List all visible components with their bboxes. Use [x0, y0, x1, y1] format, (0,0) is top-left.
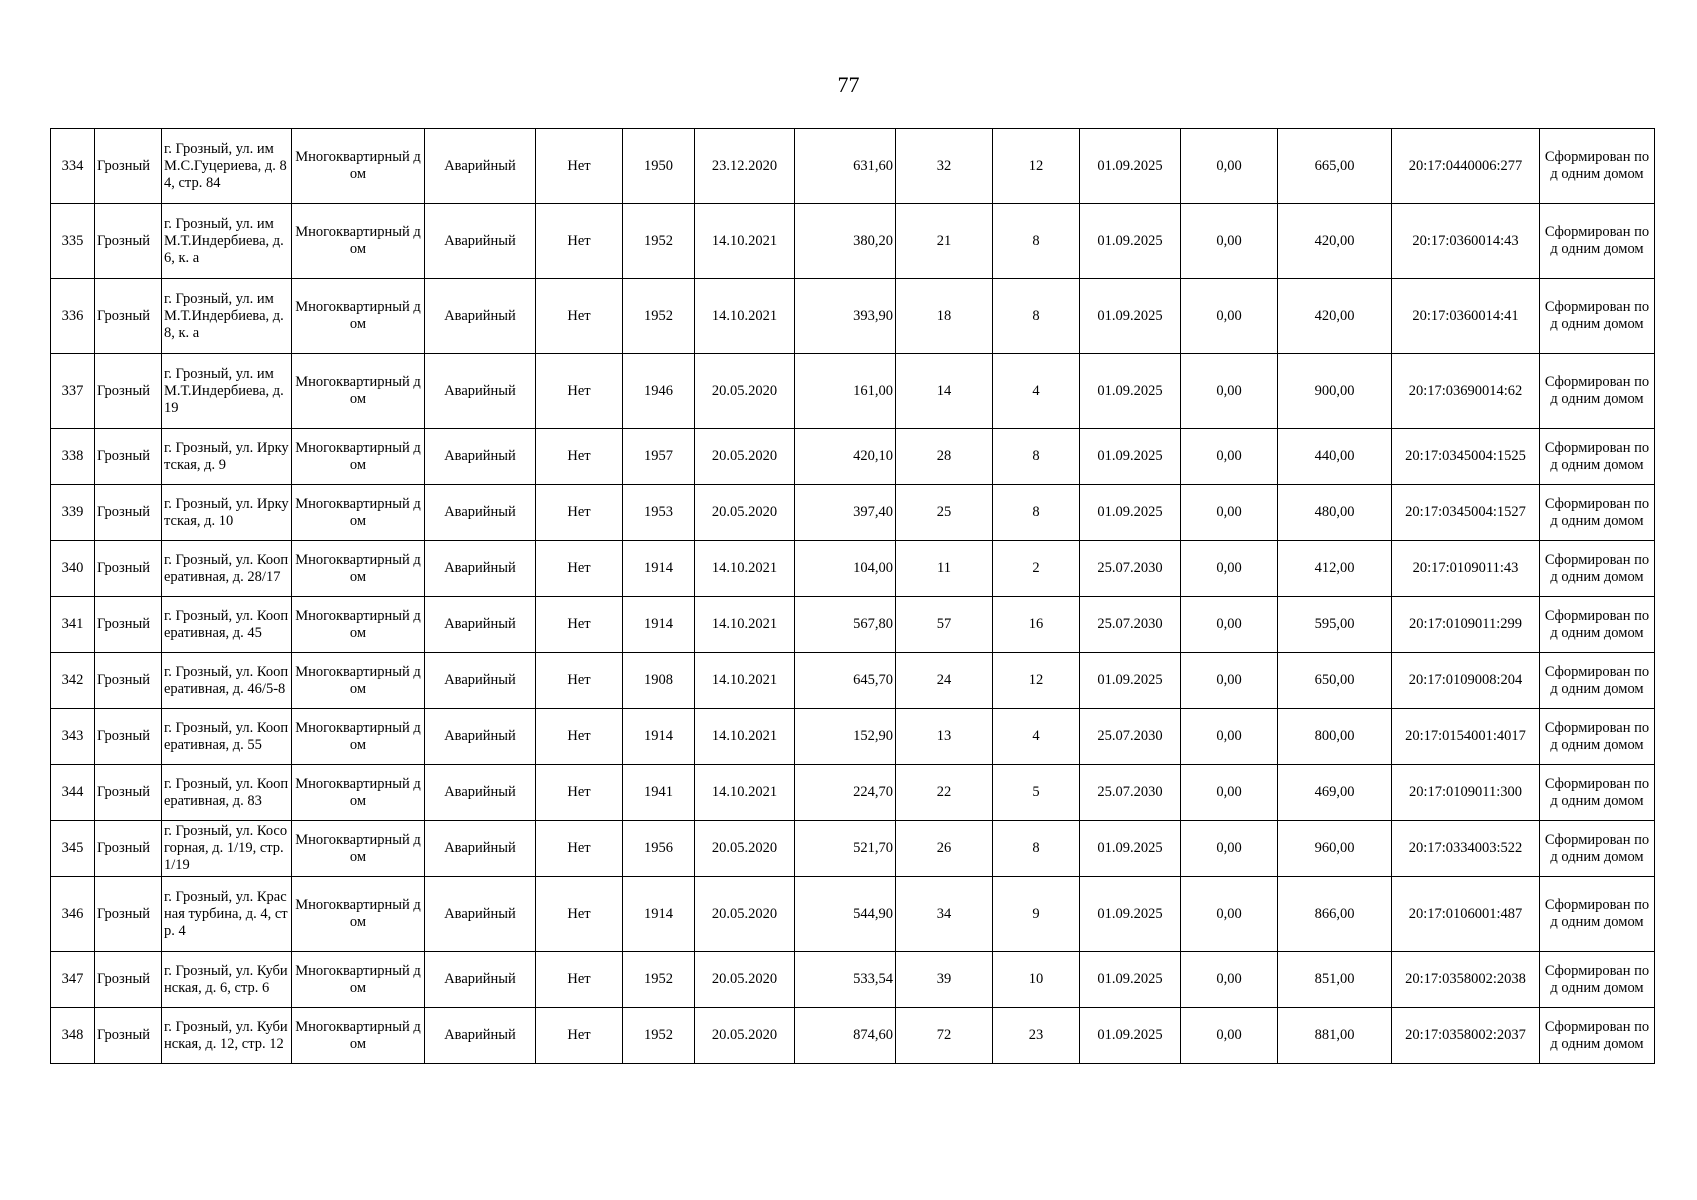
cell-condition: Аварийный [425, 485, 536, 541]
cell-building-type: Многоквартирный дом [292, 541, 425, 597]
cell-address: г. Грозный, ул. им М.Т.Индербиева, д. 19 [162, 354, 292, 429]
cell-value-1: 0,00 [1181, 765, 1278, 821]
table-row [51, 204, 1655, 279]
cell-building-type: Многоквартирный дом [292, 821, 425, 877]
cell-land-note: Сформирован под одним домом [1540, 877, 1655, 952]
cell-value-2: 665,00 [1278, 129, 1392, 204]
cell-value-1: 0,00 [1181, 952, 1278, 1008]
cell-year-built: 1914 [623, 541, 695, 597]
cell-number: 338 [51, 429, 95, 485]
cell-value-2: 960,00 [1278, 821, 1392, 877]
cell-municipality: Грозный [95, 485, 162, 541]
cell-year-built: 1952 [623, 279, 695, 354]
cell-recognition-date: 20.05.2020 [695, 821, 795, 877]
cell-address: г. Грозный, ул. Кубинская, д. 12, стр. 12 [162, 1008, 292, 1064]
cell-flag: Нет [536, 354, 623, 429]
cell-land-note: Сформирован под одним домом [1540, 765, 1655, 821]
cell-building-type: Многоквартирный дом [292, 765, 425, 821]
cell-cadastral-number: 20:17:0358002:2037 [1392, 1008, 1540, 1064]
cell-deadline: 01.09.2025 [1080, 204, 1181, 279]
cell-building-type: Многоквартирный дом [292, 129, 425, 204]
cell-value-1: 0,00 [1181, 485, 1278, 541]
table-row [51, 129, 1655, 204]
cell-condition: Аварийный [425, 354, 536, 429]
cell-year-built: 1946 [623, 354, 695, 429]
cell-address: г. Грозный, ул. им М.Т.Индербиева, д. 6, к. а [162, 204, 292, 279]
table-row [51, 765, 1655, 821]
cell-apartments: 12 [993, 129, 1080, 204]
cell-address: г. Грозный, ул. им М.Т.Индербиева, д. 8, к. а [162, 279, 292, 354]
cell-number: 342 [51, 653, 95, 709]
cell-building-type: Многоквартирный дом [292, 877, 425, 952]
cell-recognition-date: 23.12.2020 [695, 129, 795, 204]
cell-cadastral-number: 20:17:0360014:43 [1392, 204, 1540, 279]
table-row [51, 709, 1655, 765]
cell-deadline: 01.09.2025 [1080, 653, 1181, 709]
cell-building-type: Многоквартирный дом [292, 1008, 425, 1064]
cell-apartments: 8 [993, 821, 1080, 877]
cell-flag: Нет [536, 709, 623, 765]
cell-flag: Нет [536, 952, 623, 1008]
cell-area: 380,20 [795, 204, 896, 279]
cell-value-1: 0,00 [1181, 354, 1278, 429]
cell-recognition-date: 14.10.2021 [695, 541, 795, 597]
cell-flag: Нет [536, 765, 623, 821]
cell-number: 337 [51, 354, 95, 429]
cell-recognition-date: 20.05.2020 [695, 952, 795, 1008]
cell-number: 343 [51, 709, 95, 765]
cell-flag: Нет [536, 485, 623, 541]
cell-value-1: 0,00 [1181, 597, 1278, 653]
cell-land-note: Сформирован под одним домом [1540, 1008, 1655, 1064]
cell-year-built: 1952 [623, 1008, 695, 1064]
cell-cadastral-number: 20:17:0109008:204 [1392, 653, 1540, 709]
cell-address: г. Грозный, ул. Иркутская, д. 9 [162, 429, 292, 485]
cell-area: 152,90 [795, 709, 896, 765]
cell-number: 346 [51, 877, 95, 952]
cell-municipality: Грозный [95, 952, 162, 1008]
housing-registry-table [50, 128, 1655, 1064]
cell-residents: 22 [896, 765, 993, 821]
cell-condition: Аварийный [425, 541, 536, 597]
cell-address: г. Грозный, ул. Кубинская, д. 6, стр. 6 [162, 952, 292, 1008]
cell-building-type: Многоквартирный дом [292, 204, 425, 279]
cell-address: г. Грозный, ул. Кооперативная, д. 46/5-8 [162, 653, 292, 709]
cell-condition: Аварийный [425, 821, 536, 877]
cell-deadline: 01.09.2025 [1080, 1008, 1181, 1064]
cell-municipality: Грозный [95, 1008, 162, 1064]
cell-condition: Аварийный [425, 1008, 536, 1064]
cell-condition: Аварийный [425, 952, 536, 1008]
cell-condition: Аварийный [425, 204, 536, 279]
cell-deadline: 25.07.2030 [1080, 765, 1181, 821]
registry-body [51, 129, 1655, 1064]
cell-value-1: 0,00 [1181, 279, 1278, 354]
cell-condition: Аварийный [425, 279, 536, 354]
cell-condition: Аварийный [425, 709, 536, 765]
cell-value-1: 0,00 [1181, 877, 1278, 952]
cell-year-built: 1953 [623, 485, 695, 541]
cell-cadastral-number: 20:17:0109011:299 [1392, 597, 1540, 653]
cell-cadastral-number: 20:17:03690014:62 [1392, 354, 1540, 429]
cell-residents: 26 [896, 821, 993, 877]
cell-flag: Нет [536, 279, 623, 354]
cell-land-note: Сформирован под одним домом [1540, 429, 1655, 485]
cell-cadastral-number: 20:17:0109011:43 [1392, 541, 1540, 597]
cell-value-1: 0,00 [1181, 709, 1278, 765]
cell-area: 397,40 [795, 485, 896, 541]
cell-municipality: Грозный [95, 877, 162, 952]
cell-address: г. Грозный, ул. Красная турбина, д. 4, стр. 4 [162, 877, 292, 952]
cell-recognition-date: 14.10.2021 [695, 709, 795, 765]
cell-deadline: 25.07.2030 [1080, 709, 1181, 765]
cell-value-2: 900,00 [1278, 354, 1392, 429]
cell-building-type: Многоквартирный дом [292, 279, 425, 354]
cell-apartments: 4 [993, 354, 1080, 429]
cell-flag: Нет [536, 204, 623, 279]
cell-flag: Нет [536, 429, 623, 485]
cell-municipality: Грозный [95, 129, 162, 204]
table-row [51, 354, 1655, 429]
cell-municipality: Грозный [95, 653, 162, 709]
cell-cadastral-number: 20:17:0334003:522 [1392, 821, 1540, 877]
cell-area: 874,60 [795, 1008, 896, 1064]
cell-area: 420,10 [795, 429, 896, 485]
cell-year-built: 1914 [623, 597, 695, 653]
cell-land-note: Сформирован под одним домом [1540, 541, 1655, 597]
cell-residents: 25 [896, 485, 993, 541]
cell-number: 340 [51, 541, 95, 597]
cell-land-note: Сформирован под одним домом [1540, 279, 1655, 354]
cell-address: г. Грозный, ул. Косогорная, д. 1/19, стр. 1/19 [162, 821, 292, 877]
cell-land-note: Сформирован под одним домом [1540, 204, 1655, 279]
cell-recognition-date: 20.05.2020 [695, 354, 795, 429]
cell-area: 645,70 [795, 653, 896, 709]
cell-deadline: 01.09.2025 [1080, 877, 1181, 952]
cell-address: г. Грозный, ул. Кооперативная, д. 55 [162, 709, 292, 765]
cell-address: г. Грозный, ул. Кооперативная, д. 28/17 [162, 541, 292, 597]
cell-recognition-date: 20.05.2020 [695, 429, 795, 485]
cell-year-built: 1950 [623, 129, 695, 204]
cell-recognition-date: 14.10.2021 [695, 597, 795, 653]
cell-residents: 39 [896, 952, 993, 1008]
cell-condition: Аварийный [425, 765, 536, 821]
cell-residents: 72 [896, 1008, 993, 1064]
cell-area: 161,00 [795, 354, 896, 429]
cell-year-built: 1914 [623, 877, 695, 952]
cell-building-type: Многоквартирный дом [292, 354, 425, 429]
cell-municipality: Грозный [95, 429, 162, 485]
cell-value-2: 440,00 [1278, 429, 1392, 485]
cell-recognition-date: 20.05.2020 [695, 1008, 795, 1064]
cell-cadastral-number: 20:17:0106001:487 [1392, 877, 1540, 952]
cell-area: 521,70 [795, 821, 896, 877]
cell-value-2: 420,00 [1278, 204, 1392, 279]
cell-year-built: 1941 [623, 765, 695, 821]
cell-municipality: Грозный [95, 709, 162, 765]
cell-condition: Аварийный [425, 877, 536, 952]
cell-value-2: 412,00 [1278, 541, 1392, 597]
cell-number: 334 [51, 129, 95, 204]
cell-apartments: 8 [993, 429, 1080, 485]
cell-value-2: 800,00 [1278, 709, 1392, 765]
cell-residents: 28 [896, 429, 993, 485]
cell-year-built: 1914 [623, 709, 695, 765]
table-row [51, 877, 1655, 952]
cell-value-2: 469,00 [1278, 765, 1392, 821]
cell-residents: 14 [896, 354, 993, 429]
cell-value-1: 0,00 [1181, 653, 1278, 709]
table-row [51, 653, 1655, 709]
cell-building-type: Многоквартирный дом [292, 653, 425, 709]
cell-year-built: 1952 [623, 204, 695, 279]
cell-residents: 57 [896, 597, 993, 653]
cell-flag: Нет [536, 821, 623, 877]
cell-value-1: 0,00 [1181, 204, 1278, 279]
cell-land-note: Сформирован под одним домом [1540, 354, 1655, 429]
cell-address: г. Грозный, ул. им М.С.Гуцериева, д. 84, стр. 84 [162, 129, 292, 204]
table-row [51, 485, 1655, 541]
cell-address: г. Грозный, ул. Кооперативная, д. 83 [162, 765, 292, 821]
cell-year-built: 1908 [623, 653, 695, 709]
cell-residents: 34 [896, 877, 993, 952]
cell-number: 339 [51, 485, 95, 541]
cell-residents: 32 [896, 129, 993, 204]
cell-land-note: Сформирован под одним домом [1540, 952, 1655, 1008]
cell-land-note: Сформирован под одним домом [1540, 485, 1655, 541]
cell-apartments: 9 [993, 877, 1080, 952]
cell-cadastral-number: 20:17:0358002:2038 [1392, 952, 1540, 1008]
cell-municipality: Грозный [95, 354, 162, 429]
cell-residents: 24 [896, 653, 993, 709]
cell-cadastral-number: 20:17:0345004:1525 [1392, 429, 1540, 485]
cell-municipality: Грозный [95, 279, 162, 354]
cell-flag: Нет [536, 1008, 623, 1064]
cell-year-built: 1957 [623, 429, 695, 485]
cell-deadline: 01.09.2025 [1080, 821, 1181, 877]
cell-cadastral-number: 20:17:0109011:300 [1392, 765, 1540, 821]
cell-municipality: Грозный [95, 597, 162, 653]
cell-land-note: Сформирован под одним домом [1540, 129, 1655, 204]
cell-residents: 21 [896, 204, 993, 279]
cell-cadastral-number: 20:17:0440006:277 [1392, 129, 1540, 204]
cell-number: 347 [51, 952, 95, 1008]
cell-value-1: 0,00 [1181, 429, 1278, 485]
cell-deadline: 01.09.2025 [1080, 354, 1181, 429]
cell-deadline: 01.09.2025 [1080, 429, 1181, 485]
table-row [51, 541, 1655, 597]
table-row [51, 279, 1655, 354]
cell-deadline: 01.09.2025 [1080, 129, 1181, 204]
cell-apartments: 2 [993, 541, 1080, 597]
cell-recognition-date: 20.05.2020 [695, 485, 795, 541]
cell-cadastral-number: 20:17:0154001:4017 [1392, 709, 1540, 765]
cell-value-2: 866,00 [1278, 877, 1392, 952]
cell-area: 631,60 [795, 129, 896, 204]
cell-flag: Нет [536, 129, 623, 204]
cell-number: 344 [51, 765, 95, 821]
cell-apartments: 4 [993, 709, 1080, 765]
cell-number: 341 [51, 597, 95, 653]
cell-condition: Аварийный [425, 597, 536, 653]
cell-residents: 18 [896, 279, 993, 354]
cell-value-2: 480,00 [1278, 485, 1392, 541]
cell-recognition-date: 14.10.2021 [695, 279, 795, 354]
cell-deadline: 25.07.2030 [1080, 541, 1181, 597]
cell-apartments: 5 [993, 765, 1080, 821]
cell-apartments: 8 [993, 485, 1080, 541]
table-row [51, 952, 1655, 1008]
cell-apartments: 23 [993, 1008, 1080, 1064]
cell-municipality: Грозный [95, 204, 162, 279]
cell-land-note: Сформирован под одним домом [1540, 821, 1655, 877]
cell-building-type: Многоквартирный дом [292, 952, 425, 1008]
cell-year-built: 1956 [623, 821, 695, 877]
cell-apartments: 8 [993, 204, 1080, 279]
cell-apartments: 8 [993, 279, 1080, 354]
cell-flag: Нет [536, 653, 623, 709]
cell-value-1: 0,00 [1181, 1008, 1278, 1064]
cell-building-type: Многоквартирный дом [292, 597, 425, 653]
cell-recognition-date: 14.10.2021 [695, 765, 795, 821]
cell-apartments: 12 [993, 653, 1080, 709]
cell-area: 567,80 [795, 597, 896, 653]
cell-municipality: Грозный [95, 821, 162, 877]
cell-flag: Нет [536, 597, 623, 653]
cell-condition: Аварийный [425, 653, 536, 709]
cell-value-1: 0,00 [1181, 821, 1278, 877]
cell-condition: Аварийный [425, 129, 536, 204]
cell-municipality: Грозный [95, 541, 162, 597]
table-row [51, 1008, 1655, 1064]
cell-deadline: 25.07.2030 [1080, 597, 1181, 653]
table-row [51, 429, 1655, 485]
cell-area: 393,90 [795, 279, 896, 354]
cell-flag: Нет [536, 541, 623, 597]
cell-deadline: 01.09.2025 [1080, 485, 1181, 541]
cell-value-2: 851,00 [1278, 952, 1392, 1008]
cell-deadline: 01.09.2025 [1080, 279, 1181, 354]
cell-year-built: 1952 [623, 952, 695, 1008]
cell-area: 104,00 [795, 541, 896, 597]
cell-flag: Нет [536, 877, 623, 952]
cell-address: г. Грозный, ул. Иркутская, д. 10 [162, 485, 292, 541]
cell-number: 345 [51, 821, 95, 877]
cell-condition: Аварийный [425, 429, 536, 485]
page-number: 77 [837, 72, 860, 97]
cell-value-2: 595,00 [1278, 597, 1392, 653]
cell-cadastral-number: 20:17:0360014:41 [1392, 279, 1540, 354]
cell-land-note: Сформирован под одним домом [1540, 597, 1655, 653]
cell-land-note: Сформирован под одним домом [1540, 709, 1655, 765]
cell-apartments: 10 [993, 952, 1080, 1008]
table-row [51, 597, 1655, 653]
cell-cadastral-number: 20:17:0345004:1527 [1392, 485, 1540, 541]
table-row [51, 821, 1655, 877]
cell-building-type: Многоквартирный дом [292, 429, 425, 485]
cell-value-2: 420,00 [1278, 279, 1392, 354]
cell-value-1: 0,00 [1181, 541, 1278, 597]
cell-municipality: Грозный [95, 765, 162, 821]
cell-area: 533,54 [795, 952, 896, 1008]
cell-value-2: 650,00 [1278, 653, 1392, 709]
cell-value-2: 881,00 [1278, 1008, 1392, 1064]
cell-area: 224,70 [795, 765, 896, 821]
cell-recognition-date: 14.10.2021 [695, 653, 795, 709]
cell-address: г. Грозный, ул. Кооперативная, д. 45 [162, 597, 292, 653]
cell-land-note: Сформирован под одним домом [1540, 653, 1655, 709]
cell-number: 335 [51, 204, 95, 279]
cell-residents: 13 [896, 709, 993, 765]
cell-deadline: 01.09.2025 [1080, 952, 1181, 1008]
cell-recognition-date: 20.05.2020 [695, 877, 795, 952]
cell-apartments: 16 [993, 597, 1080, 653]
cell-number: 336 [51, 279, 95, 354]
cell-recognition-date: 14.10.2021 [695, 204, 795, 279]
cell-residents: 11 [896, 541, 993, 597]
cell-building-type: Многоквартирный дом [292, 485, 425, 541]
cell-number: 348 [51, 1008, 95, 1064]
cell-value-1: 0,00 [1181, 129, 1278, 204]
cell-area: 544,90 [795, 877, 896, 952]
cell-building-type: Многоквартирный дом [292, 709, 425, 765]
